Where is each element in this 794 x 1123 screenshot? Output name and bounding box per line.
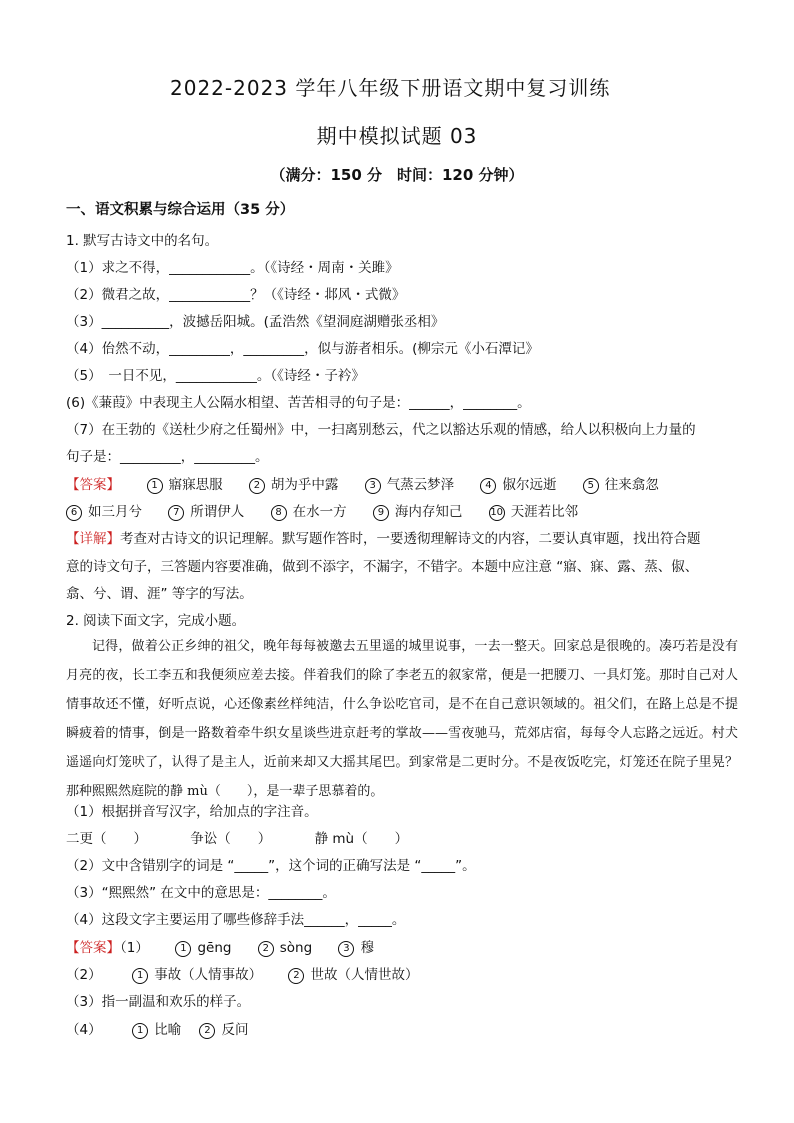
- answer-item: 9 海内存知己: [373, 500, 463, 521]
- answer-item: 5 往来翕忽: [583, 473, 659, 494]
- q2-sub4: （4）这段文字主要运用了哪些修辞手法______，_____。: [66, 912, 406, 928]
- answer-item: 8 在水一方: [271, 500, 347, 521]
- exam-score-time: （满分：150 分 时间：120 分钟）: [270, 166, 524, 184]
- answer-item: 1 寤寐思服: [147, 473, 223, 494]
- q1-item: 句子是：_________，_________。: [66, 449, 269, 465]
- reading-passage: 记得，做着公正乡绅的祖父，晚年每每被邀去五里遥的城里说事，一去一整天。回家总是很晚的。凑巧若是没有月亮的夜，长工李五和我便须应差去接。伴着我们的除了李老五的叙家常，便是一把腰刀、一具灯笼。那时自己对人情事故还不懂，好听点说，心还像素丝样纯洁，什么争讼吃官司，是不在自己意识领域的。祖父们，在路上总是不提瞬疲着的情事，倒是一路数着牵牛织女星谈些进京赶考的掌故——雪夜驰马，荒郊店宿，每每令人忘路之远近。村犬遥遥向灯笼吠了，认得了是主人，近前来却又大摇其尾巴。到家常是二更时分。不是夜饭吃完，灯笼还在院子里晃？那种熙熙然庭院的静 mù（ ），是一辈子思慕着的。: [66, 639, 738, 799]
- answer-item: 6 如三月兮: [66, 500, 142, 521]
- q2-sub3: （3）“熙熙然” 在文中的意思是：________。: [66, 885, 336, 901]
- q1-detail-line: 翕、兮、谓、涯” 等字的写法。: [66, 586, 253, 602]
- q1-item: （4）佁然不动，_________，_________，似与游者相乐。(柳宗元《小石潭记》: [66, 341, 539, 357]
- q2-answer-row: （3）指一副温和欢乐的样子。: [66, 994, 251, 1010]
- q2-answer-row: （2） 1 事故（人情事故） 2 世故（人情世故）: [66, 963, 440, 984]
- q2-stem: 2. 阅读下面文字，完成小题。: [66, 613, 246, 629]
- q1-item: （2）微君之故，____________？（《诗经・邶风・式微》: [66, 287, 406, 303]
- answer-item: 3 穆: [338, 936, 374, 957]
- q1-answer-row: [66, 500, 600, 521]
- answer-item: 2 胡为乎中露: [249, 473, 339, 494]
- q2-answer-row: 【答案】（1） 1 gēng 2 sòng 3 穆: [66, 936, 396, 957]
- q1-stem: 1. 默写古诗文中的名句。: [66, 233, 219, 249]
- q1-item: （7）在王勃的《送杜少府之任蜀州》中，一扫离别愁云，代之以豁达乐观的情感，给人以积极向上力量的: [66, 422, 696, 438]
- answer-item: 3 气蒸云梦泽: [365, 473, 455, 494]
- q2-answer-row: （4） 1 比喻 2 反问: [66, 1018, 270, 1039]
- answer-item: 1 事故（人情事故）: [132, 963, 262, 984]
- answer-item: 1 gēng: [175, 940, 231, 957]
- answer-item: 2 反问: [199, 1018, 248, 1039]
- q2-sub1: （1）根据拼音写汉字，给加点的字注音。: [66, 804, 318, 820]
- q2-sub2: （2）文中含错别字的词是 “_____”，这个词的正确写法是 “_____”。: [66, 858, 476, 874]
- answer-label: 【答案】: [66, 477, 120, 493]
- q1-answer-row: [66, 473, 681, 494]
- exam-title: 2022-2023 学年八年级下册语文期中复习训练: [170, 76, 611, 100]
- answer-label: 【答案】: [66, 940, 120, 956]
- answer-item: 7 所谓伊人: [168, 500, 244, 521]
- answer-item: 2 世故（人情世故）: [288, 963, 418, 984]
- answer-item: 4 俶尔远逝: [480, 473, 556, 494]
- detail-label: 【详解】: [66, 531, 120, 547]
- answer-item: 1 比喻: [132, 1018, 181, 1039]
- answer-item: 10 天涯若比邻: [490, 504, 579, 520]
- exam-subtitle: 期中模拟试题 03: [316, 124, 478, 148]
- q1-detail-line: 意的诗文句子，三答题内容要准确，做到不添字，不漏字，不错字。本题中应注意 “寤、寐、露、蒸、俶、: [66, 559, 699, 575]
- answer-item: 2 sòng: [258, 940, 312, 957]
- q1-detail: 【详解】考查对古诗文的识记理解。默写题作答时，一要透彻理解诗文的内容，二要认真审题，找出符合题: [66, 531, 701, 547]
- q1-item: (6)《蒹葭》中表现主人公隔水相望、苦苦相寻的句子是：______，________。: [66, 395, 531, 411]
- section-heading: 一、语文积累与综合运用（35 分）: [66, 202, 295, 218]
- q1-item: （3）__________，波撼岳阳城。(孟浩然《望洞庭湖赠张丞相》: [66, 314, 445, 330]
- q1-item: （1）求之不得，____________。（《诗经・周南・关雎》: [66, 260, 399, 276]
- q2-sub1-blanks: 二更（ ） 争讼（ ） 静 mù（ ）: [66, 831, 409, 847]
- q1-item: （5） 一日不见，____________。（《诗经・子衿》: [66, 368, 365, 384]
